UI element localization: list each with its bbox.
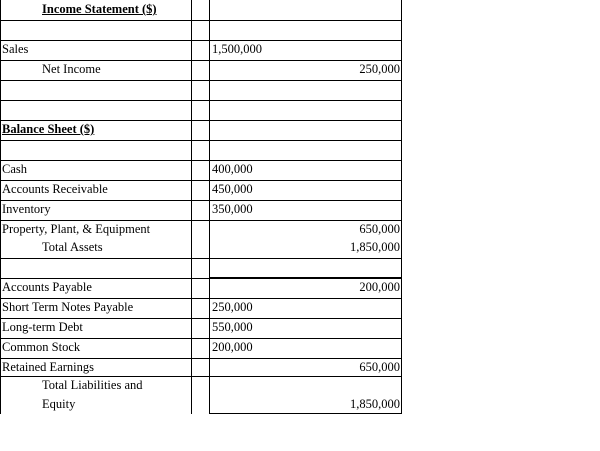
income-statement-header-row — [0, 0, 402, 20]
row-label: Total Liabilities and — [42, 378, 143, 392]
row-total: 1,850,000 — [350, 240, 400, 254]
row-label: Accounts Receivable — [2, 182, 108, 196]
table-row — [0, 180, 402, 200]
row-label: Sales — [2, 42, 29, 56]
total-underline — [210, 80, 401, 81]
row-label: Net Income — [42, 62, 101, 76]
row-total: 650,000 — [359, 222, 400, 236]
row-label: Common Stock — [2, 340, 81, 354]
row-label: Inventory — [2, 202, 51, 216]
table-row — [0, 40, 402, 60]
table-row — [0, 376, 402, 414]
row-label-continued: Equity — [42, 397, 76, 411]
row-value: 200,000 — [212, 340, 253, 354]
income-statement-title: Income Statement ($) — [42, 2, 157, 16]
row-total: 1,850,000 — [350, 397, 400, 411]
total-underline — [210, 277, 401, 278]
blank-row — [0, 258, 402, 278]
balance-sheet-header-row — [0, 120, 402, 140]
blank-row — [0, 140, 402, 160]
table-row — [0, 278, 402, 298]
table-row — [0, 338, 402, 358]
row-value: 1,500,000 — [212, 42, 262, 56]
table-row — [0, 318, 402, 338]
blank-row — [0, 20, 402, 40]
blank-row — [0, 80, 402, 100]
row-value: 350,000 — [212, 202, 253, 216]
balance-sheet-title: Balance Sheet ($) — [2, 122, 95, 136]
row-total: 650,000 — [359, 360, 400, 374]
table-row — [0, 298, 402, 318]
total-underline — [210, 413, 401, 414]
table-row — [0, 358, 402, 376]
row-label: Short Term Notes Payable — [2, 300, 134, 314]
row-label: Total Assets — [42, 240, 103, 254]
row-value: 250,000 — [212, 300, 253, 314]
table-row — [0, 220, 402, 238]
table-row — [0, 160, 402, 180]
table-row — [0, 60, 402, 80]
row-value: 550,000 — [212, 320, 253, 334]
row-value: 400,000 — [212, 162, 253, 176]
blank-row — [0, 100, 402, 120]
table-row — [0, 238, 402, 258]
row-label: Cash — [2, 162, 27, 176]
row-label: Retained Earnings — [2, 360, 94, 374]
row-label: Accounts Payable — [2, 280, 92, 294]
row-value: 450,000 — [212, 182, 253, 196]
row-label: Property, Plant, & Equipment — [2, 222, 151, 236]
row-total: 200,000 — [359, 280, 400, 294]
row-label: Long-term Debt — [2, 320, 83, 334]
row-total: 250,000 — [359, 62, 400, 76]
table-row — [0, 200, 402, 220]
